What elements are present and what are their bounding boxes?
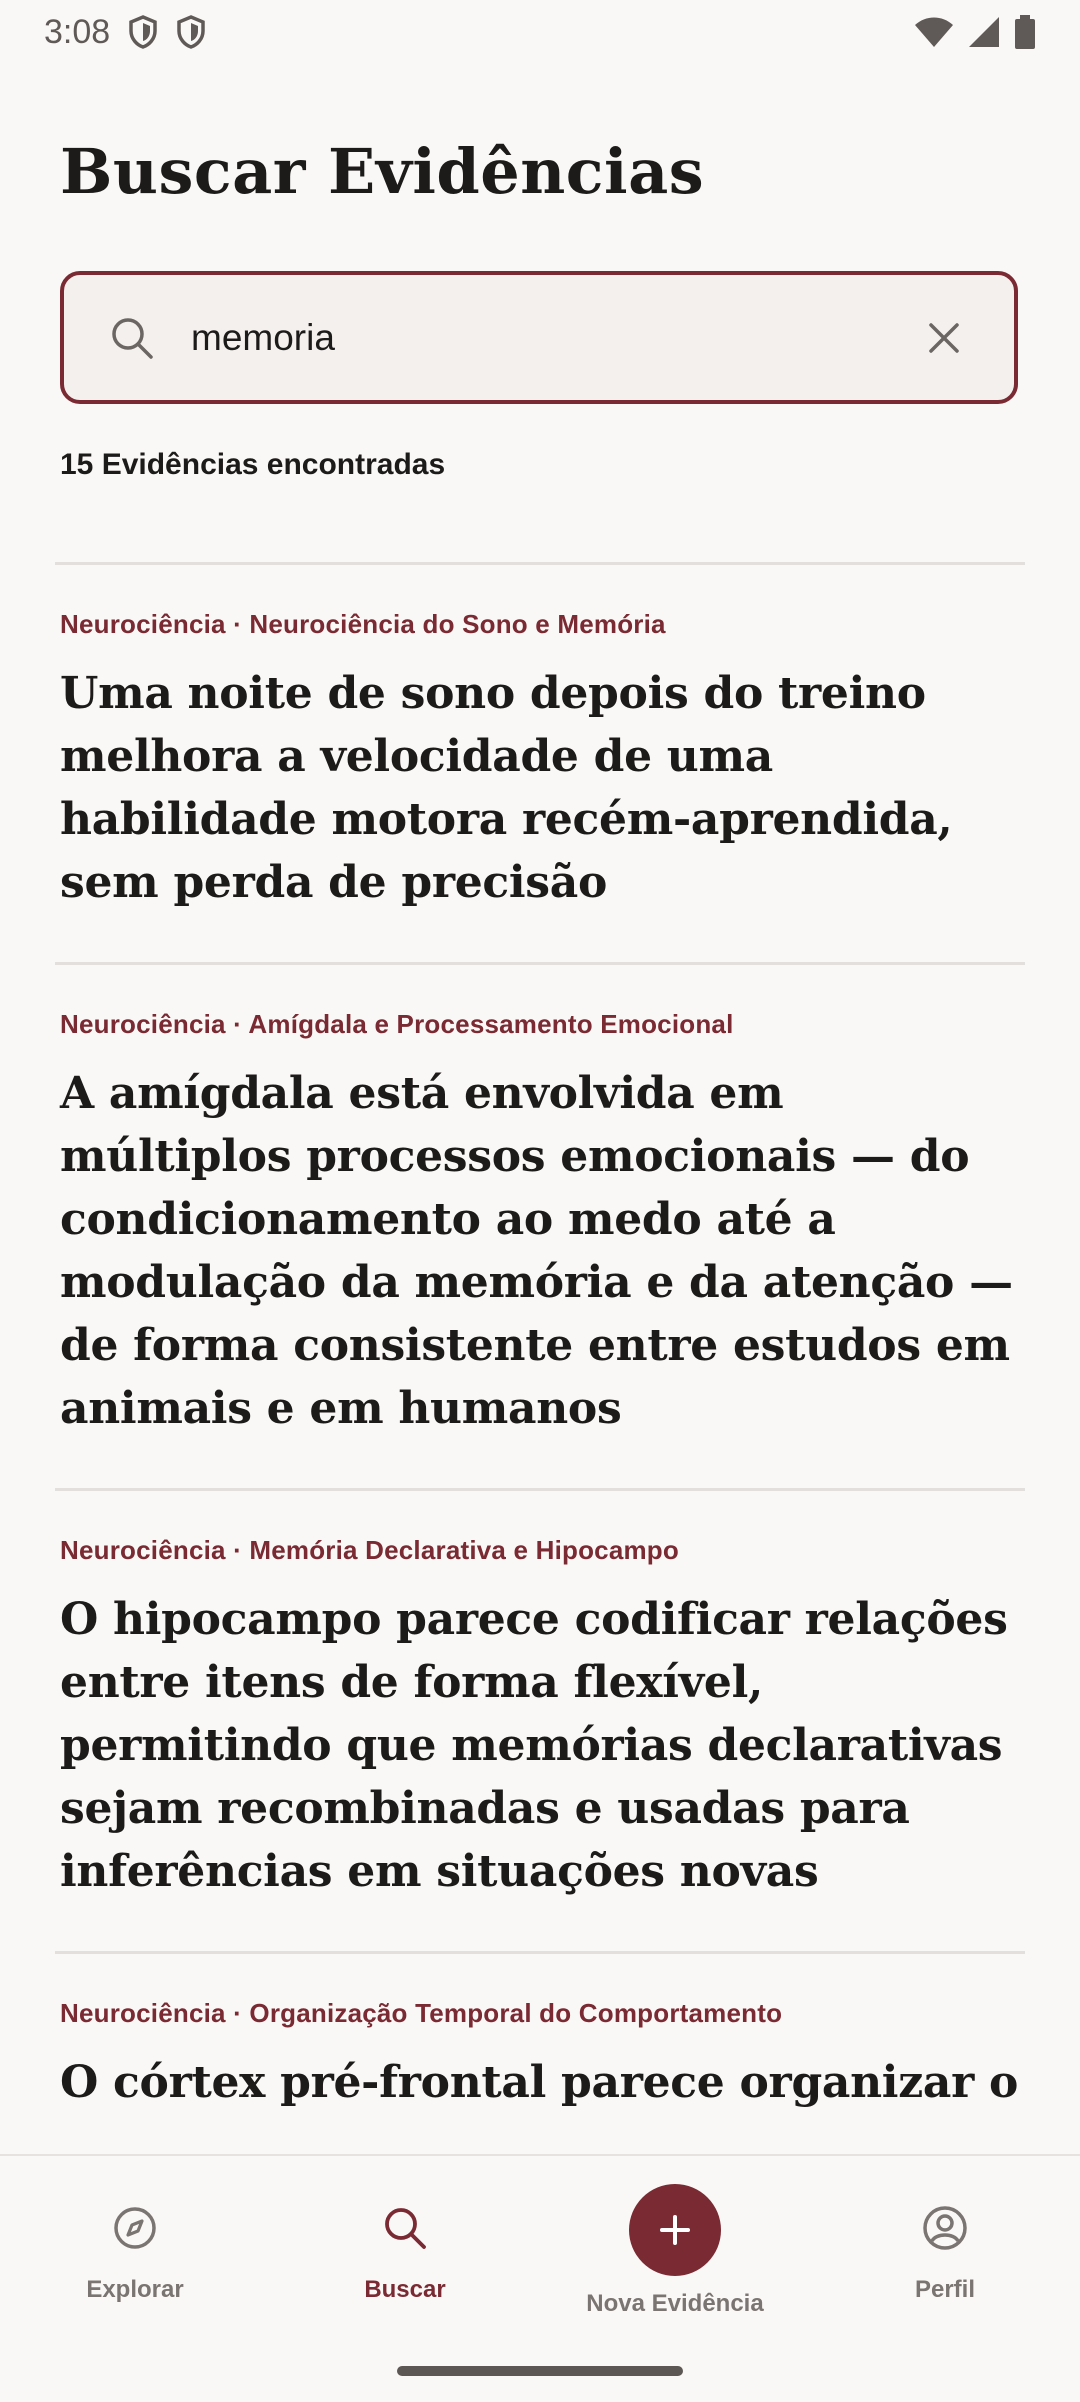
close-icon <box>927 321 961 355</box>
shield-icon <box>128 15 158 49</box>
clear-search-button[interactable] <box>914 308 974 368</box>
result-item[interactable] <box>55 962 1025 1488</box>
shield-icon <box>176 15 206 49</box>
bottom-nav <box>0 2154 1080 2402</box>
page-title: Buscar Evidências <box>60 135 705 208</box>
result-title: O hipocampo parece codificar relações entre itens de forma flexível, permitindo que memórias declarativas sejam recombinadas e usadas para inferências em situações novas <box>60 1594 1008 1897</box>
result-item[interactable] <box>55 1951 1025 2152</box>
result-category: Neurociência · Neurociência do Sono e Memória <box>60 609 666 639</box>
result-category: Neurociência · Amígdala e Processamento Emocional <box>60 1009 734 1039</box>
results-list <box>55 562 1025 2152</box>
result-category: Neurociência · Organização Temporal do Comportamento <box>60 1998 783 2028</box>
signal-icon <box>968 16 1000 48</box>
nav-label: Nova Evidência <box>586 2290 764 2317</box>
result-item[interactable] <box>55 562 1025 962</box>
nav-buscar[interactable] <box>270 2156 540 2356</box>
nav-explorar[interactable] <box>0 2156 270 2356</box>
result-title: O córtex pré-frontal parece organizar o <box>60 2057 1019 2108</box>
add-evidence-button[interactable] <box>629 2184 721 2276</box>
search-box[interactable] <box>60 271 1018 404</box>
nav-label: Buscar <box>364 2276 446 2303</box>
results-count: 15 Evidências encontradas <box>60 448 446 481</box>
nav-perfil[interactable] <box>810 2156 1080 2356</box>
status-right <box>914 15 1036 49</box>
result-title: A amígdala está envolvida em múltiplos processos emocionais — do condicionamento ao medo até a modulação da memória e da atenção — de forma consistente entre estudos em animais e em humanos <box>60 1068 1013 1434</box>
battery-icon <box>1014 15 1036 49</box>
nav-label: Perfil <box>914 2276 976 2303</box>
status-bar <box>0 0 1080 64</box>
nav-nova-evidencia[interactable] <box>540 2156 810 2356</box>
plus-icon <box>658 2213 692 2247</box>
result-category: Neurociência · Memória Declarativa e Hipocampo <box>60 1535 679 1565</box>
search-input[interactable] <box>191 298 914 378</box>
result-item[interactable] <box>55 1488 1025 1951</box>
result-title: Uma noite de sono depois do treino melhora a velocidade de uma habilidade motora recém-aprendida, sem perda de precisão <box>60 668 953 908</box>
user-circle-icon <box>921 2204 969 2252</box>
nav-label: Explorar <box>86 2276 184 2303</box>
compass-icon <box>111 2204 159 2252</box>
wifi-icon <box>914 16 954 48</box>
home-indicator[interactable] <box>397 2366 683 2376</box>
search-icon <box>381 2204 429 2252</box>
status-time: 3:08 <box>44 12 111 51</box>
search-icon <box>109 315 155 361</box>
status-left <box>44 13 206 52</box>
